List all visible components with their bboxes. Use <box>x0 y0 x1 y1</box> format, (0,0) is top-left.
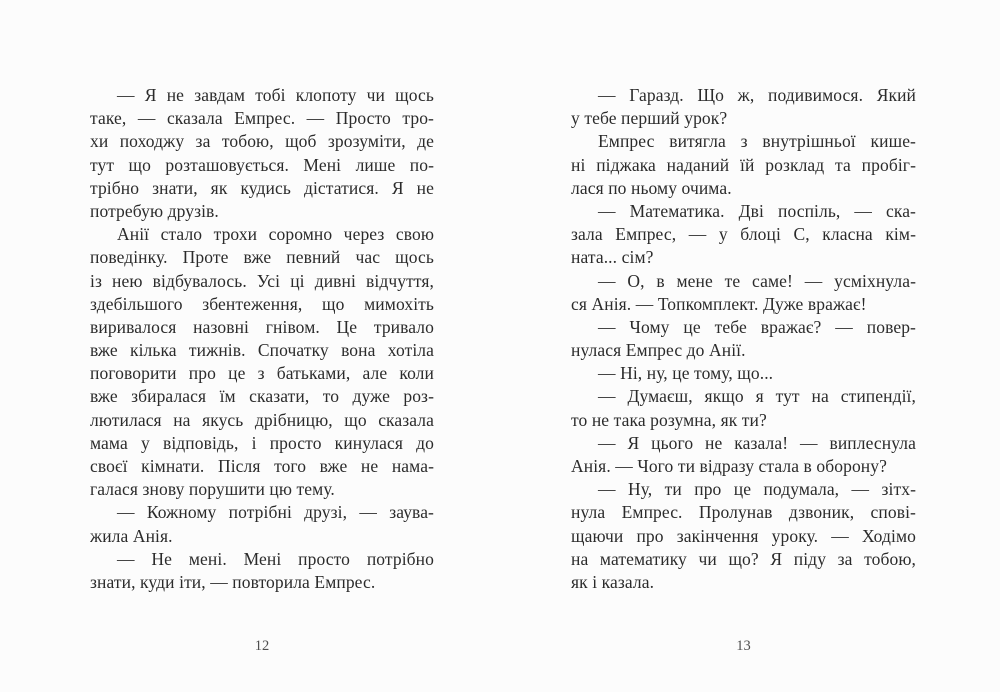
text-line: — Думаєш, якщо я тут на стипендії, <box>598 386 916 407</box>
left-page-text-column <box>90 84 434 594</box>
text-line: — Ну, ти про це подумала, — зітх- <box>598 479 916 500</box>
text-line: поведінку. Проте вже певний час щось <box>90 247 434 268</box>
text-line: хи походжу за тобою, щоб зрозуміти, де <box>90 131 434 152</box>
text-line: у тебе перший урок? <box>571 108 728 129</box>
text-line: — Я не завдам тобі клопоту чи щось <box>117 85 434 105</box>
text-line: — Гаразд. Що ж, подивимося. Який <box>598 85 916 105</box>
text-line: Анії стало трохи соромно через свою <box>117 224 434 245</box>
text-line: поговорити про це з батьками, але коли <box>90 363 434 384</box>
text-line: вже збиралася їм сказати, то дуже роз- <box>90 386 434 407</box>
text-line: нула Емпрес. Пролунав дзвоник, спові- <box>571 502 916 523</box>
text-line: галася знову порушити цю тему. <box>90 479 335 500</box>
text-line: виривалося назовні гнівом. Це тривало <box>90 316 434 337</box>
text-line: лася по ньому очима. <box>571 177 732 198</box>
text-line: як і казала. <box>571 571 655 592</box>
text-line: щаючи про закінчення уроку. — Ходімо <box>571 525 916 546</box>
text-line: — Чому це тебе вражає? — повер- <box>598 316 916 337</box>
text-line: лютилася на якусь дрібницю, що сказала <box>90 409 434 430</box>
text-line: — Математика. Дві поспіль, — ска- <box>598 200 916 221</box>
text-line: — Не мені. Мені просто потрібно <box>117 548 434 569</box>
text-line: знати, куди іти, — повторила Емпрес. <box>90 571 376 592</box>
text-line: ся Анія. — Топкомплект. Дуже вражає! <box>571 293 867 314</box>
text-line: то не така розумна, як ти? <box>571 409 767 430</box>
text-line: нулася Емпрес до Анії. <box>571 340 746 361</box>
text-line: — Я цього не казала! — виплеснула <box>598 432 916 453</box>
text-line: на математику чи що? Я піду за тобою, <box>571 548 916 569</box>
text-line: ната... сім? <box>571 247 654 268</box>
text-line: ні піджака наданий їй розклад та пробіг- <box>571 154 916 175</box>
text-line: — Кожному потрібні друзі, — заува- <box>117 502 434 523</box>
text-line: таке, — сказала Емпрес. — Просто тро- <box>90 108 434 129</box>
left-page-number: 12 <box>254 638 270 654</box>
text-line: потребую друзів. <box>90 200 219 221</box>
text-line: із нею відбувалось. Усі ці дивні відчуття, <box>90 270 434 291</box>
text-line: своєї кімнати. Після того вже не нама- <box>90 456 434 476</box>
right-page-text-column <box>571 84 916 594</box>
text-line: вже кілька тижнів. Спочатку вона хотіла <box>90 340 434 361</box>
text-line: здебільшого збентеження, що мимохіть <box>90 293 434 314</box>
text-line: Анія. — Чого ти відразу стала в оборону? <box>571 456 887 476</box>
text-line: трібно знати, як кудись дістатися. Я не <box>90 177 434 198</box>
text-line: зала Емпрес, — у блоці С, класна кім- <box>571 224 916 245</box>
text-line: жила Анія. <box>90 525 173 546</box>
right-page-number: 13 <box>736 638 751 654</box>
text-line: — О, в мене те саме! — усміхнула- <box>598 270 916 291</box>
text-line: — Ні, ну, це тому, що... <box>598 363 774 384</box>
text-line: мама у відповідь, і просто кинулася до <box>90 432 434 453</box>
text-line: тут що розташовується. Мені лише по- <box>90 154 434 175</box>
text-line: Емпрес витягла з внутрішньої кише- <box>598 131 916 152</box>
